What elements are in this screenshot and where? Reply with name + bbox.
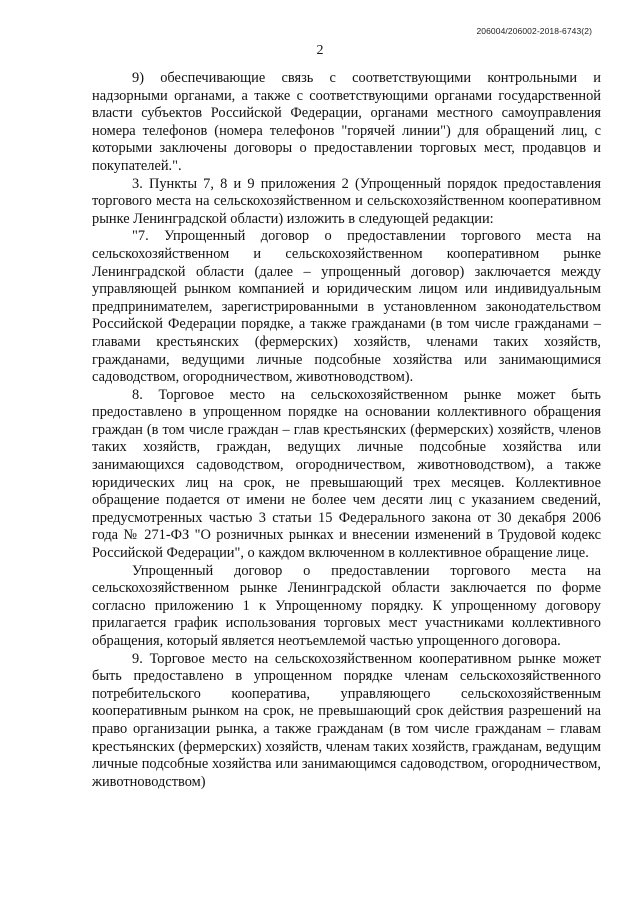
paragraph-point-7: "7. Упрощенный договор о предоставлении торгового места на сельскохозяйственном и сельскохозяйственном кооперативном рынке Ленинградской области (далее – упрощенный договор) заключается между управляющей рынком компанией и юридическим лицом или индивидуальным предпринимателем, зарегистрированными в установленном законодательством Российской Федерации порядке, а также гражданами (в том числе гражданами – главами крестьянских (фермерских) хозяйств, членами таких хозяйств, гражданами, ведущими личные подсобные хозяйства или занимающимися садоводством, огородничеством, животноводством). xyxy=(92,228,601,386)
paragraph-simplified-contract: Упрощенный договор о предоставлении торгового места на сельскохозяйственном рынке Ленинградской области заключается по форме согласно приложению 1 к Упрощенному порядку. К упрощенному договору прилагается график использования торговых мест участниками коллективного обращения, который является неотъемлемой частью упрощенного договора. xyxy=(92,562,601,649)
paragraph-amendment-3: 3. Пункты 7, 8 и 9 приложения 2 (Упрощенный порядок предоставления торгового места на сельскохозяйственном и сельскохозяйственном кооперативном рынке Ленинградской области) изложить в следующей редакции: xyxy=(92,175,601,227)
page-number: 2 xyxy=(316,43,324,58)
paragraph-item-9-contacts: 9) обеспечивающие связь с соответствующими контрольными и надзорными органами, а также с соответствующими органами государственной власти субъектов Российской Федерации, органами местного самоуправления номера телефонов (номера телефонов "горячей линии") для обращений лиц, с которыми заключены договоры о предоставлении торговых мест, продавцов и покупателей.". xyxy=(92,70,601,174)
document-code: 206004/206002-2018-6743(2) xyxy=(476,26,592,36)
paragraph-point-9: 9. Торговое место на сельскохозяйственном кооперативном рынке может быть предоставлено в упрощенном порядке членам сельскохозяйственного потребительского кооператива, управляющего сельскохозяйственным кооперативным рынком на срок, не превышающий срок действия разрешений на право организации рынка, а также гражданам (в том числе гражданам – главам крестьянских (фермерских) хозяйств, членам таких хозяйств, гражданам, ведущим личные подсобные хозяйства или занимающимся садоводством, огородничеством, животноводством) xyxy=(92,650,602,790)
paragraph-point-8: 8. Торговое место на сельскохозяйственном рынке может быть предоставлено в упрощенном порядке на основании коллективного обращения граждан (в том числе граждан – глав крестьянских (фермерских) хозяйств, членов таких хозяйств, граждан, ведущих личные подсобные хозяйства или занимающихся садоводством, огородничеством, животноводством), а также юридических лиц на срок, не превышающий трех месяцев. Коллективное обращение подается от имени не более чем десяти лиц с указанием сведений, предусмотренных частью 3 статьи 15 Федерального закона от 30 декабря 2006 года № 271-ФЗ "О розничных рынках и внесении изменений в Трудовой кодекс Российской Федерации", о каждом включенном в коллективное обращение лице. xyxy=(92,386,601,562)
document-body xyxy=(92,70,601,791)
